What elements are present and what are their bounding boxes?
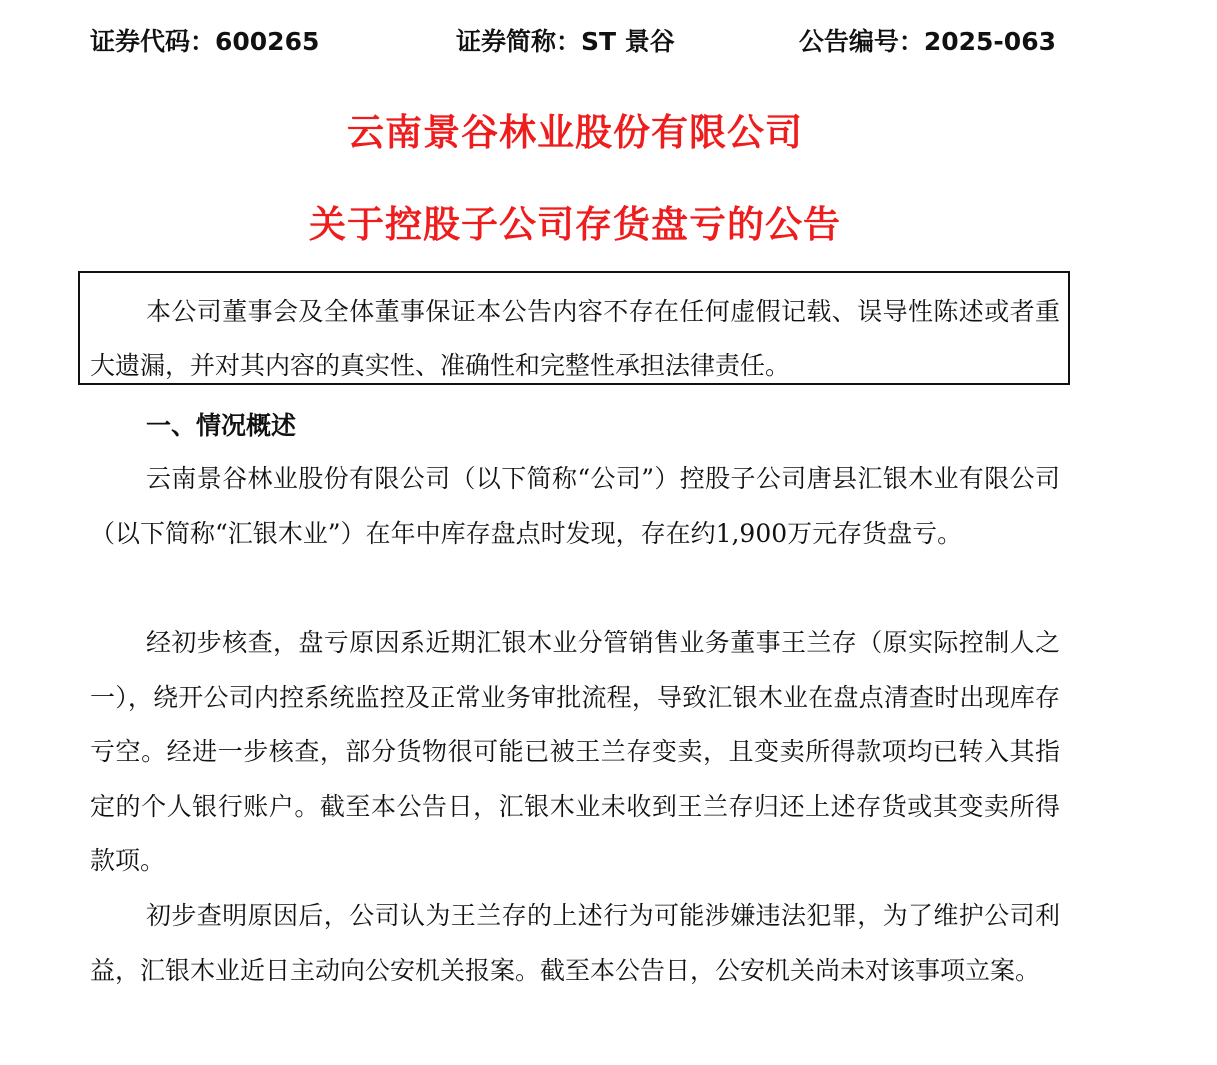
paragraph-inventory-loss: 云南景谷林业股份有限公司（以下简称“公司”）控股子公司唐县汇银木业有限公司（以下简称“汇银木业”）在年中库存盘点时发现，存在约1,900万元存货盘亏。: [90, 464, 1060, 548]
paragraph-initial-investigation: 经初步核查，盘亏原因系近期汇银木业分管销售业务董事王兰存（原实际控制人之一），绕开公司内控系统监控及正常业务审批流程，导致汇银木业在盘点清查时出现库存亏空。经进一步核查，部分货物很可能已被王兰存变卖，且变卖所得款项均已转入其指定的个人银行账户。截至本公告日，汇银木业未收到王兰存归还上述存货或其变卖所得款项。: [90, 628, 1060, 875]
security-abbreviation: 证券简称：ST 景谷: [456, 27, 675, 56]
board-statement-box: [78, 271, 1070, 385]
paragraph-police-report: 初步查明原因后，公司认为王兰存的上述行为可能涉嫌违法犯罪，为了维护公司利益，汇银木业近日主动向公安机关报案。截至本公告日，公安机关尚未对该事项立案。: [90, 901, 1060, 985]
announcement-number: 公告编号：2025-063: [798, 27, 1056, 56]
board-statement-text: 本公司董事会及全体董事保证本公告内容不存在任何虚假记载、误导性陈述或者重大遗漏，并对其内容的真实性、准确性和完整性承担法律责任。: [90, 297, 1060, 380]
company-name-title: 云南景谷林业股份有限公司: [347, 111, 803, 154]
announcement-header: [90, 22, 1060, 62]
section-heading-overview: 一、情况概述: [146, 411, 297, 440]
security-code: 证券代码：600265: [90, 27, 320, 56]
announcement-title: 关于控股子公司存货盘亏的公告: [309, 203, 841, 246]
